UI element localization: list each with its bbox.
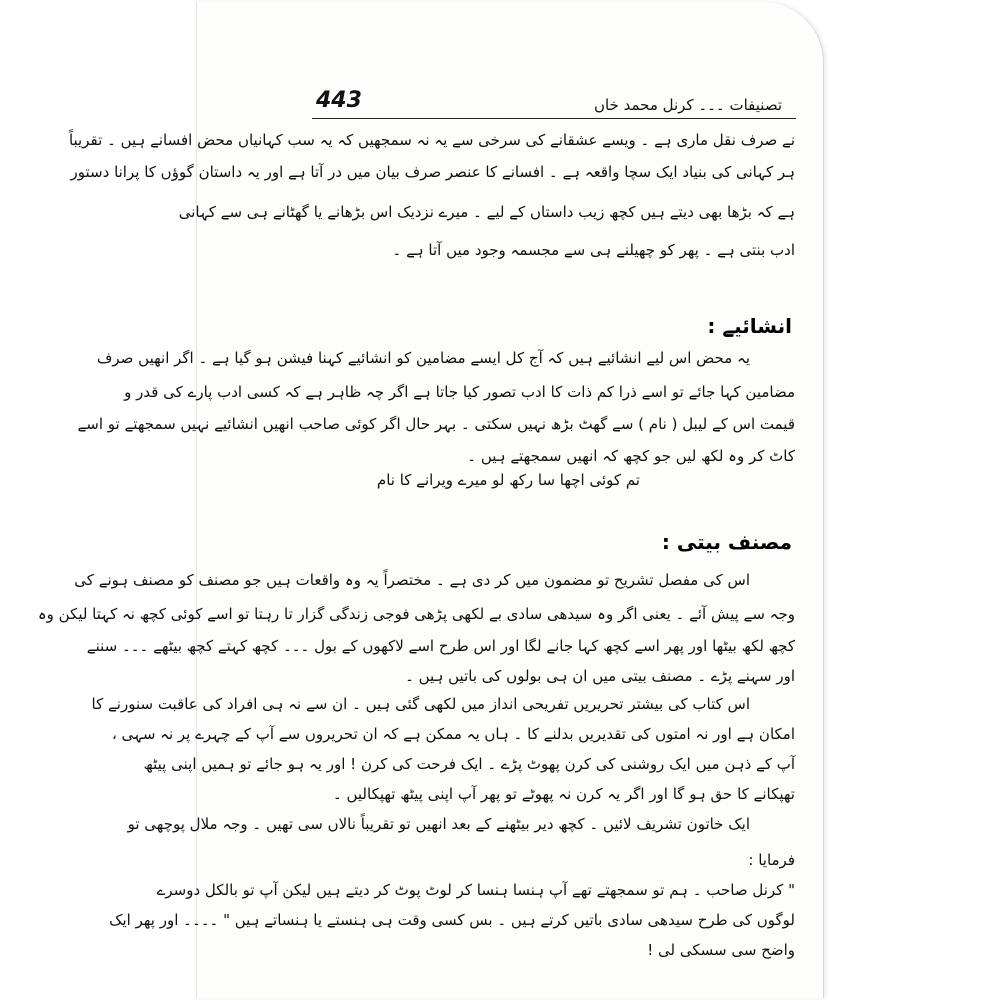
header-rule <box>312 118 796 119</box>
paragraph-line: کچھ لکھ بیٹھا اور پھر اسے کچھ کہا جانے لگا اور اس طرح اسے لاکھوں کے بول ۔۔۔ کچھ کہتے کچھ بیٹھے ۔۔۔ سننے <box>86 637 795 655</box>
paragraph-line: آپ کے ذہن میں ایک روشنی کی کرن پھوٹ پڑے ۔ ایک فرحت کی کرن ! اور یہ ہو جائے تو ہمیں اپنی پیٹھ <box>143 755 795 773</box>
paragraph-line: تھپکانے کا حق ہو گا اور اگر یہ کرن نہ پھوٹے تو پھر آپ اپنی پیٹھ تھپکالیں ۔ <box>332 785 795 803</box>
paragraph-line: یہ محض اس لیے انشائیے ہیں کہ آج کل ایسے مضامین کو انشائیے کہنا فیشن ہو گیا ہے ۔ اگر انھیں صرف <box>96 349 750 367</box>
paragraph-line: لوگوں کی طرح سیدھی سادی باتیں کرتے ہیں ۔ بس کسی وقت ہی ہنستے یا ہنساتے ہیں " ۔۔۔۔ اور پھر ایک <box>109 911 795 929</box>
book-page <box>196 2 824 998</box>
paragraph-line: اس کتاب کی بیشتر تحریریں تفریحی انداز میں لکھی گئی ہیں ۔ ان سے نہ ہی افراد کی عاقبت سنورنے کا <box>91 695 750 713</box>
paragraph-line: " کرنل صاحب ۔ ہم تو سمجھتے تھے آپ ہنسا ہنسا کر لوٹ پوٹ کر دیتے ہیں لیکن آپ تو بالکل دوسرے <box>156 881 795 899</box>
page-number: 443 <box>316 88 362 113</box>
section-heading-inshaiye: انشائیے : <box>707 314 792 338</box>
paragraph-line: ایک خاتون تشریف لائیں ۔ کچھ دیر بیٹھنے کے بعد انھیں تو تقریباً نالاں سی تھیں ۔ وجہ ملال پوچھی تو <box>127 815 750 833</box>
paragraph-line: ادب بنتی ہے ۔ پھر کو چھیلنے ہی سے مجسمہ وجود میں آتا ہے ۔ <box>392 241 795 259</box>
paragraph-line: واضح سی سسکی لی ! <box>647 941 795 959</box>
verse-line: تم کوئی اچھا سا رکھ لو میرے ویرانے کا نام <box>376 471 640 489</box>
paragraph-line: کاٹ کر وہ لکھ لیں جو کچھ کہ انھیں سمجھتے ہیں ۔ <box>467 447 795 465</box>
paragraph-line: مضامین کہا جائے تو اسے ذرا کم ذات کا ادب تصور کیا جاتا ہے اگر چہ ظاہر ہے کہ کسی ادب پارے کی قدر و <box>124 383 795 401</box>
paragraph-line: وجہ سے پیش آئے ۔ یعنی اگر وہ سیدھی سادی بے لکھی پڑھی فوجی زندگی گزار تا رہتا تو اسے کوئی کچھ نہ کہتا لیکن وہ <box>37 605 795 623</box>
paragraph-line: اور سہنے پڑے ۔ مصنف بیتی میں ان ہی بولوں کی باتیں ہیں ۔ <box>405 667 795 685</box>
paragraph-line: امکان ہے اور نہ امتوں کی تقدیریں بدلنے کا ۔ ہاں یہ ممکن ہے کہ ان تحریروں سے آپ کے چہرے پر نہ سہی ، <box>111 725 795 743</box>
paragraph-line: قیمت اس کے لیبل ( نام ) سے گھٹ بڑھ نہیں سکتی ۔ بہر حال اگر کوئی صاحب انھیں انشائیے نہیں سمجھتے تو اسے <box>77 415 795 433</box>
section-heading-musannif-beeti: مصنف بیتی : <box>661 530 792 554</box>
running-head: تصنیفات ۔۔۔ کرنل محمد خاں <box>593 96 782 114</box>
paragraph-line: ہے کہ بڑھا بھی دیتے ہیں کچھ زیب داستاں کے لیے ۔ میرے نزدیک اس بڑھانے یا گھٹانے ہی سے کہانی <box>178 203 795 221</box>
paragraph-line: نے صرف نقل ماری ہے ۔ ویسے عشقانے کی سرخی سے یہ نہ سمجھیں کہ یہ سب کہانیاں محض افسانے ہیں ۔ تقریباً <box>68 131 795 149</box>
paragraph-line: اس کی مفصل تشریح تو مضمون میں کر دی ہے ۔ مختصراً یہ وہ واقعات ہیں جو مصنف کو مصنف ہونے کی <box>74 571 750 589</box>
paragraph-line: فرمایا : <box>748 851 795 869</box>
paragraph-line: ہر کہانی کی بنیاد ایک سچا واقعہ ہے ۔ افسانے کا عنصر صرف بیان میں در آتا ہے اور یہ داستان گوؤں کا پرانا دستور <box>70 163 795 181</box>
